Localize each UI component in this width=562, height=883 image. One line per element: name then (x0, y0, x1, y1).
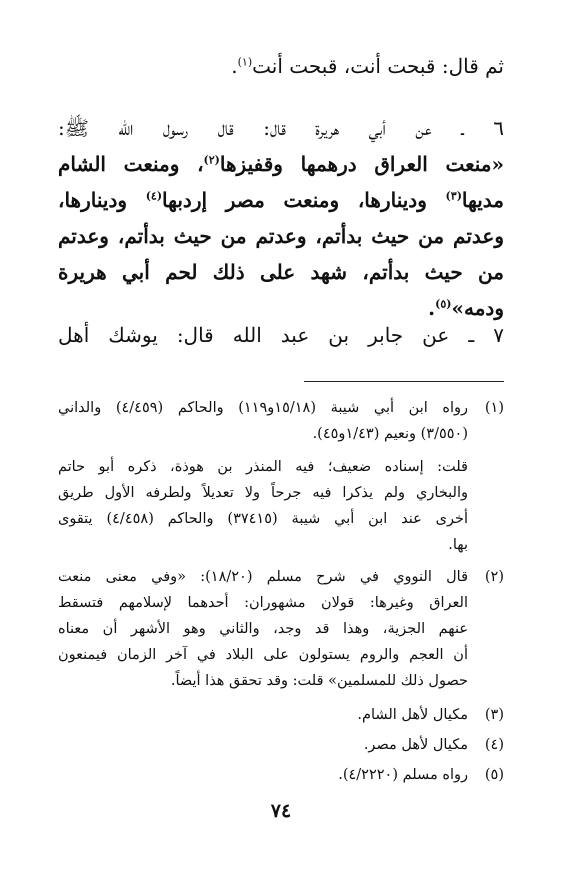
footnote-number: (٢) (484, 569, 504, 585)
footnote-ref: (١) (237, 55, 253, 69)
footnote-4 (58, 732, 504, 758)
hadith-6-line: مديها$^{(٣)}$ ودينارها، ومنعت مصر إردبها$^{(٤)}$ ودينارها، (58, 188, 504, 212)
footnote-ref: (٣) (445, 189, 462, 203)
footnote-3 (58, 702, 504, 728)
footnote-line: العراق وغيرها: قولان مشهوران: أحدهما لإسلامهم فتسقط (58, 595, 468, 611)
footnote-line: بها. (448, 537, 468, 553)
hadith-6-intro: ٦ ـ عن أبي هريرة قال: قال رسول الله ﷺ: (58, 116, 504, 140)
page-number: ٧٤ (270, 800, 292, 822)
footnote-1 (58, 395, 504, 447)
hadith-6-line: ودمه»$^{(٥)}$. (428, 296, 504, 320)
footnote-line: مكيال لأهل مصر. (363, 737, 468, 753)
footnote-line: عنهم الجزية، وهذا قد وجد، والثاني وهو الأشهر أن معناه (58, 621, 468, 637)
footnote-2 (58, 564, 504, 694)
footnote-line: حصول ذلك للمسلمين» قلت: وقد تحقق هذا أيضاً. (170, 673, 468, 689)
main-line: ثم قال: قبحت أنت، قبحت أنت$^{(١)}$. (231, 54, 504, 78)
footnote-line: أن العجم والروم يستولون على البلاد في آخر الزمان فيمنعون (58, 647, 468, 663)
footnote-5 (58, 762, 504, 788)
hadith-7 (58, 320, 504, 350)
hadith-6 (58, 110, 504, 326)
hadith-6-line: «منعت العراق درهمها وقفيزها$^{(٢)}$، ومنعت الشام (58, 152, 504, 176)
footnote-line: رواه ابن أبي شيبة (١٥/١٨و١١٩) والحاكم (٤/٤٥٩) والداني (58, 400, 469, 416)
footnote-line: قلت: إسناده ضعيف؛ فيه المنذر بن هوذة، ذكره أبو حاتم (58, 459, 468, 475)
footnote-line: رواه مسلم (٤/٢٢٢٠). (338, 767, 468, 783)
footnote-number: (١) (484, 400, 504, 416)
footnote-separator (304, 381, 504, 382)
footnote-ref: (٢) (203, 153, 220, 167)
footnote-line: قال النووي في شرح مسلم (١٨/٢٠): «وفي معنى منعت (58, 569, 468, 585)
footnote-line: (٣/٥٥٠) ونعيم (١/٤٣و٤٥). (312, 426, 468, 442)
footnote-ref: (٥) (435, 297, 452, 311)
footnote-number: (٣) (484, 707, 504, 723)
footnote-1-comment (58, 454, 504, 558)
main-paragraph-1 (58, 52, 504, 80)
footnote-number: (٤) (484, 737, 504, 753)
footnote-ref: (٤) (145, 189, 163, 203)
hadith-7-intro: ٧ ـ عن جابر بن عبد الله قال: يوشك أهل (58, 323, 504, 347)
footnote-line: مكيال لأهل الشام. (357, 707, 468, 723)
hadith-6-line: من حيث بدأتم، شهد على ذلك لحم أبي هريرة (58, 260, 504, 284)
footnote-number: (٥) (484, 767, 504, 783)
footnote-line: والبخاري ولم يذكرا فيه جرحاً ولا تعديلاً ولطرفه الأول طريق (58, 485, 468, 501)
footnote-line: أخرى عند ابن أبي شيبة (٣٧٤١٥) والحاكم (٤/٤٥٨) يتقوى (58, 511, 469, 527)
hadith-6-line: وعدتم من حيث بدأتم، وعدتم من حيث بدأتم، وعدتم (58, 224, 504, 248)
